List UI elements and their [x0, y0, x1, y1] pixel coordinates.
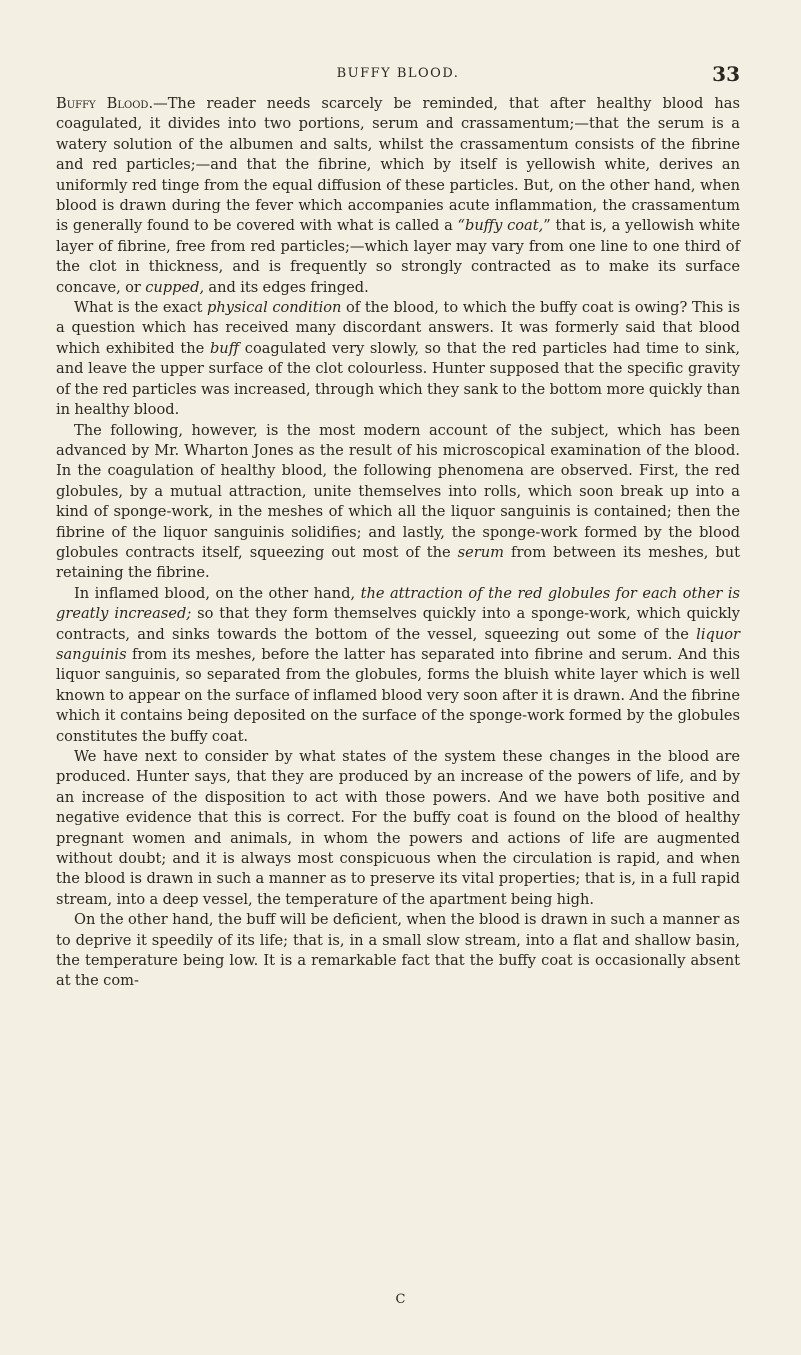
text-run: coagulated very slowly, so that the red particles had time to sink, and leave the upper surface of the clot colourless. Hunter supposed that the specific gravity of the red particles was increased, through which they sank to the bottom more quickly than in healthy blood. — [56, 339, 740, 419]
paragraph-physical-condition — [56, 298, 740, 420]
section-heading: Buffy Blood. — [56, 95, 154, 112]
emphasis: serum — [457, 543, 505, 561]
text-run: ” that is, a yellowish white layer of fibrine, free from red particles;—which layer may vary from one line to one third of the clot in thickness, and is frequently so strongly contracted as to make its surface concave, or — [56, 217, 740, 296]
text-run: and its edges fringed. — [204, 278, 369, 296]
text-run: In inflamed blood, on the other hand, — [74, 584, 361, 602]
text-run: What is the exact — [74, 299, 208, 317]
emphasis: liquor sanguinis — [56, 625, 740, 663]
emphasis: buff — [209, 339, 240, 357]
running-title: BUFFY BLOOD. — [336, 66, 460, 81]
signature-mark: C — [395, 1292, 406, 1307]
running-head — [56, 62, 740, 86]
paragraph-states-of-system — [56, 747, 740, 910]
text-run: On the other hand, the buff will be deficient, when the blood is drawn in such a manner as to deprive it speedily of its life; that is, in a small slow stream, into a flat and shallow basin, the temperature being low. It is a remarkable fact that the buffy coat is occasionally absent at the com- — [56, 911, 740, 990]
paragraph-buffy-blood — [56, 94, 740, 298]
text-run: from its meshes, before the latter has separated into fibrine and serum. And this liquor sanguinis, so separated from the globules, forms the bluish white layer which is well known to appear on the surface of inflamed blood very soon after it is drawn. And the fibrine which it contains being deposited on the surface of the sponge-work formed by the globules constitutes the buffy coat. — [56, 645, 740, 745]
text-run: from between its meshes, but retaining the fibrine. — [56, 543, 740, 582]
body-text — [56, 94, 740, 992]
text-run: We have next to consider by what states of the system these changes in the blood are produced. Hunter says, that they are produced by an increase of the powers of life, and by an increase of the disposition to act with those powers. And we have both positive and negative evidence that this is correct. For the buffy coat is found on the blood of healthy pregnant women and animals, in whom the powers and actions of life are augmented without doubt; and it is always most conspicuous when the circulation is rapid, and when the blood is drawn in such a manner as to preserve its vital properties; that is, in a full rapid stream, into a deep vessel, the temperature of the apartment being high. — [56, 748, 740, 908]
text-run: The following, however, is the most modern account of the subject, which has been advanced by Mr. Wharton Jones as the result of his microscopical examination of the blood. In the coagulation of healthy blood, the following phenomena are observed. First, the red globules, by a mutual attraction, unite themselves into rolls, which soon break up into a kind of sponge-work, in the meshes of which all the liquor sanguinis is contained; then the fibrine of the liquor sanguinis solidifies; and lastly, the sponge-work formed by the blood globules contracts itself, squeezing out most of the — [56, 421, 740, 561]
text-run: —The reader needs scarcely be reminded, that after healthy blood has coagulated, it divides into two portions, serum and crassamentum;—that the serum is a watery solution of the albumen and salts, whilst the crassamentum consists of the fibrine and red particles;—and that the fibrine, which by itself is yellowish white, derives an uniformly red tinge from the equal diffusion of these particles. But, on the other hand, when blood is drawn during the fever which accompanies acute inflammation, the crassamentum is generally found to be covered with what is called a — [56, 95, 740, 235]
emphasis: “buffy coat, — [457, 217, 544, 235]
text-run: so that they form themselves quickly into a sponge-work, which quickly contracts, and sinks towards the bottom of the vessel, squeezing out some of the — [56, 605, 740, 643]
emphasis: physical condition — [207, 299, 342, 317]
page-number: 33 — [712, 62, 740, 86]
emphasis: cupped, — [145, 278, 205, 296]
emphasis: the attraction of the red globules for each other is greatly increased; — [56, 584, 740, 623]
paragraph-inflamed-blood — [56, 584, 740, 747]
paragraph-buff-deficient — [56, 910, 740, 992]
paragraph-modern-account — [56, 421, 740, 584]
text-run: of the blood, to which the buffy coat is owing? This is a question which has received many discordant answers. It was formerly said that blood which exhibited the — [56, 299, 740, 357]
